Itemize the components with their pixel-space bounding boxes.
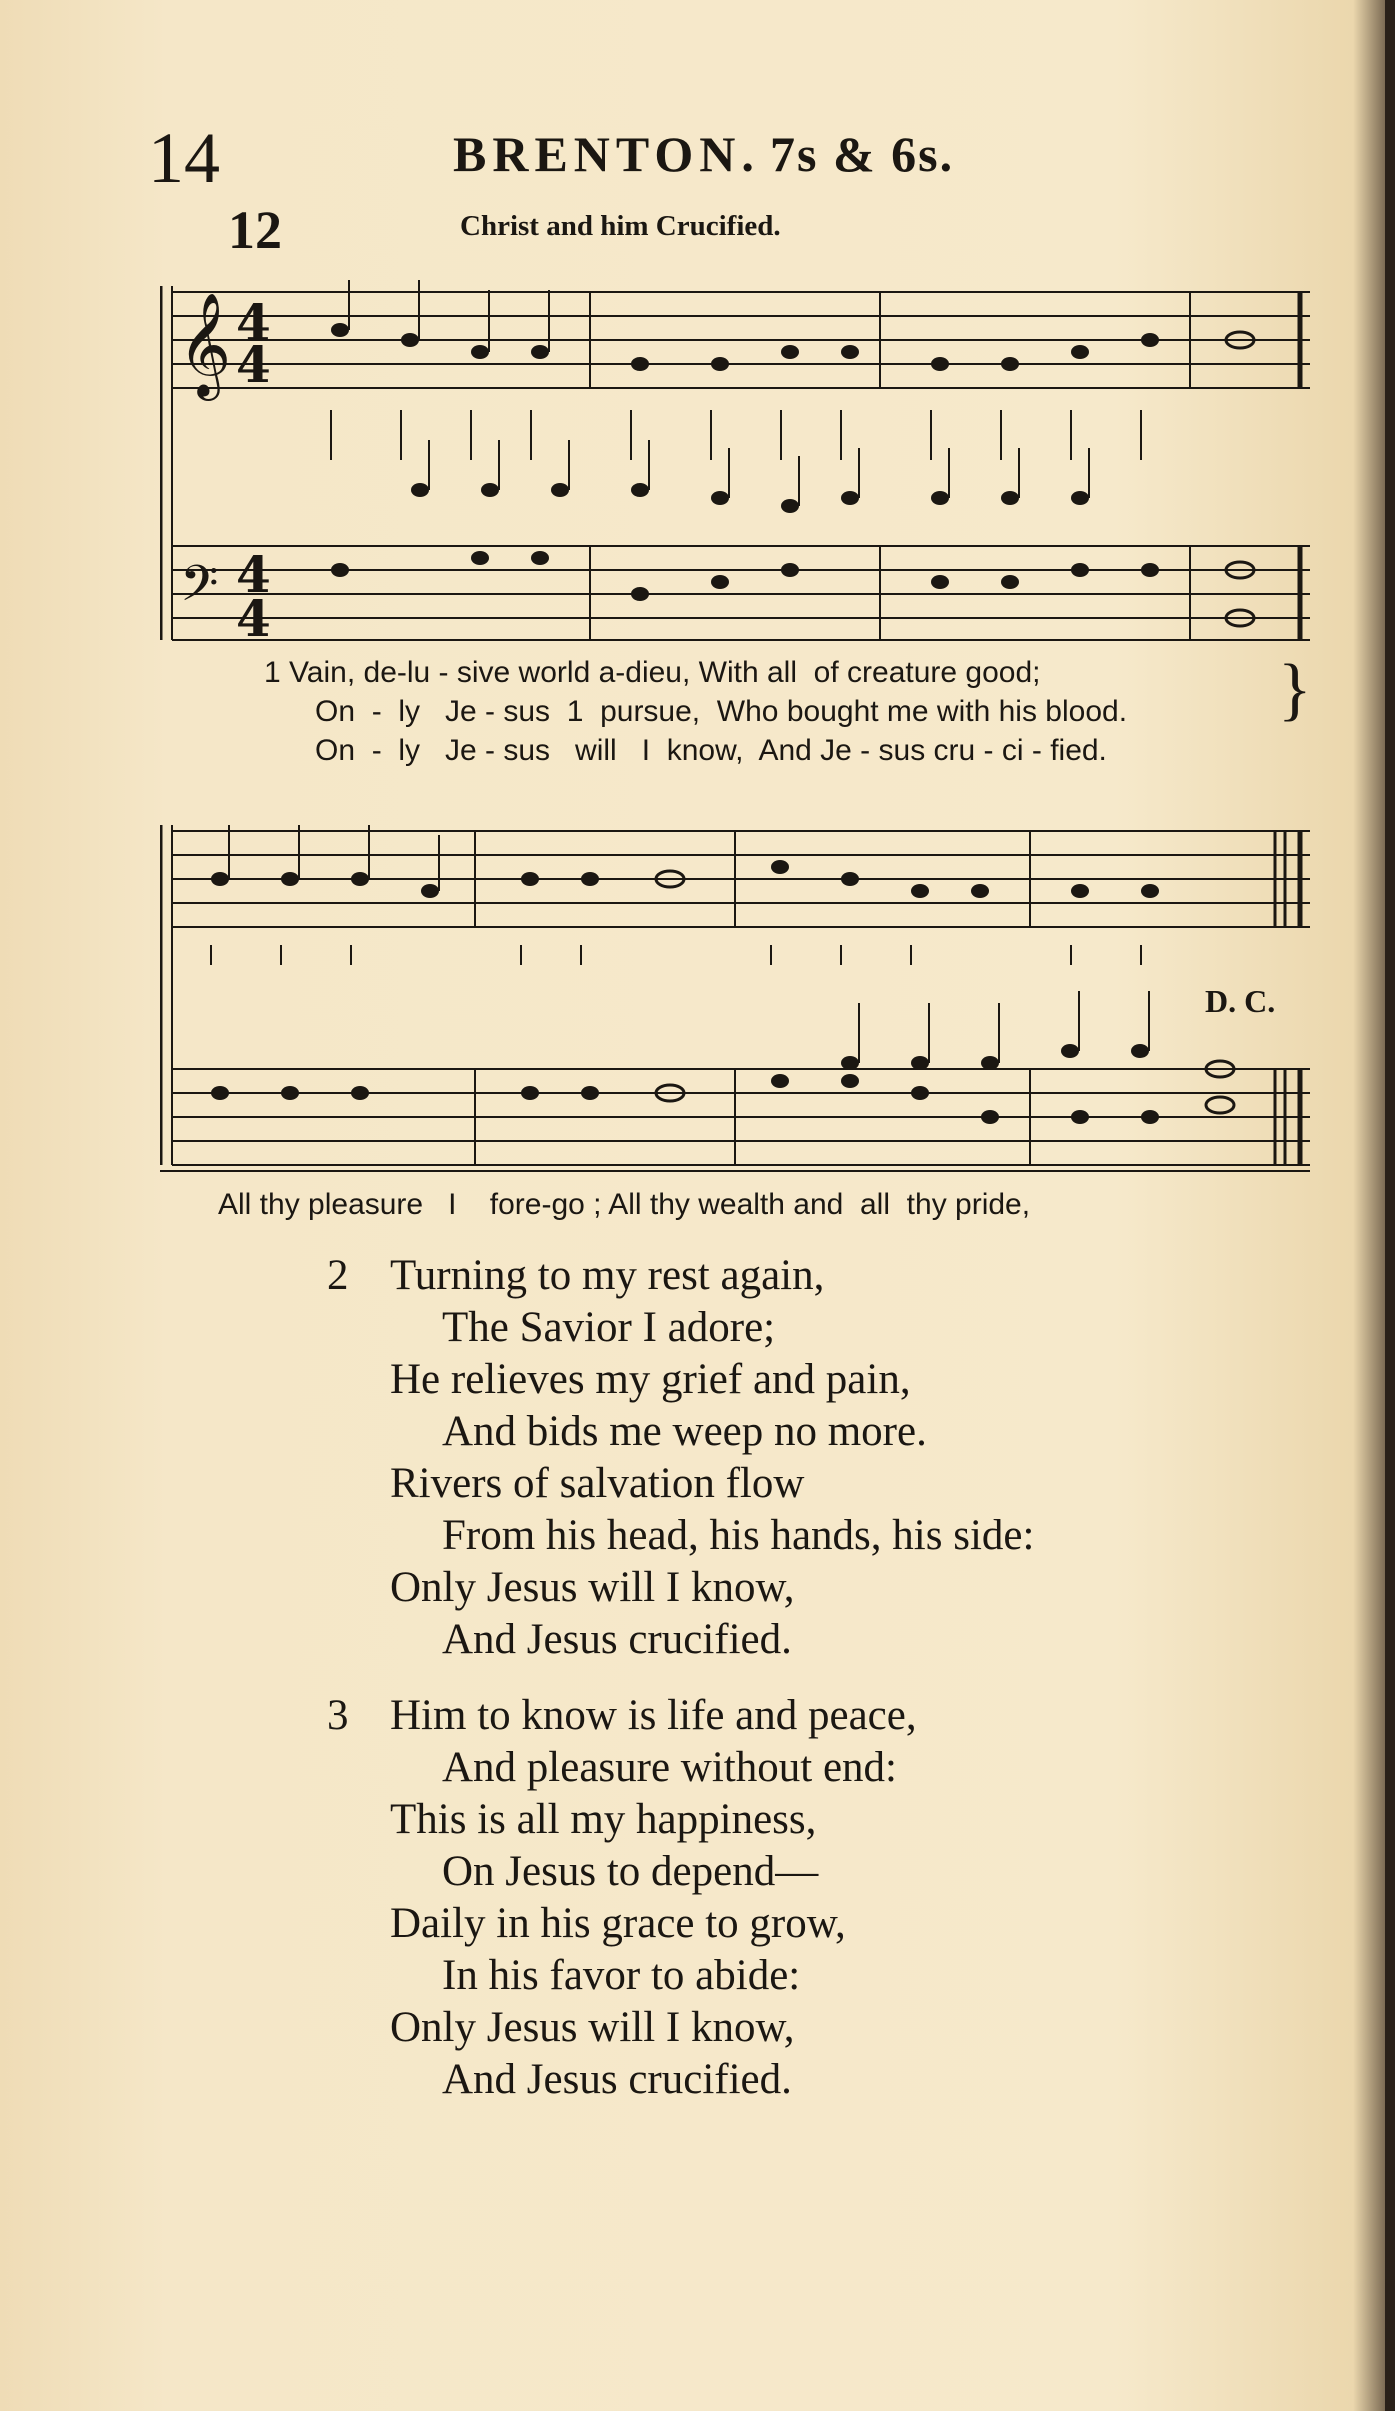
score-staves-1 bbox=[160, 270, 1320, 650]
stanza-line: Only Jesus will I know, bbox=[390, 2004, 795, 2051]
score-staves-2 bbox=[160, 805, 1320, 1185]
lyric-line-1: 1 Vain, de-lu - sive world a-dieu, With all of creature good; bbox=[264, 656, 1041, 689]
tune-name: BRENTON. bbox=[453, 126, 760, 182]
stanza-line: And pleasure without end: bbox=[442, 1744, 897, 1791]
hymn-number: 12 bbox=[228, 200, 282, 260]
stanza-number: 3 bbox=[327, 1692, 349, 1739]
stanza-line: And Jesus crucified. bbox=[442, 1616, 792, 1663]
svg-text:4: 4 bbox=[236, 335, 271, 394]
svg-text:𝄞: 𝄞 bbox=[178, 292, 232, 397]
stanza-line: Only Jesus will I know, bbox=[390, 1564, 795, 1611]
stanza-line: Him to know is life and peace, bbox=[390, 1692, 917, 1739]
stanza-line: The Savior I adore; bbox=[442, 1304, 776, 1351]
page-header bbox=[148, 118, 1248, 198]
lyric-line-2: On - ly Je - sus 1 pursue, Who bought me with his blood. bbox=[315, 695, 1128, 728]
lyric-line-system-2: All thy pleasure I fore-go ; All thy wealth and all thy pride, bbox=[218, 1188, 1031, 1221]
svg-text:𝄢: 𝄢 bbox=[180, 555, 219, 625]
stanza-line: Turning to my rest again, bbox=[390, 1252, 825, 1299]
stanza-line: Rivers of salvation flow bbox=[390, 1460, 805, 1507]
stanza-line: Daily in his grace to grow, bbox=[390, 1900, 846, 1947]
stanza-number: 2 bbox=[327, 1252, 349, 1299]
stanza-line: And bids me weep no more. bbox=[442, 1408, 927, 1455]
page-number: 14 bbox=[148, 118, 220, 198]
stanza-line: From his head, his hands, his side: bbox=[442, 1512, 1035, 1559]
music-system-2 bbox=[160, 805, 1320, 1245]
lyric-line-3: On - ly Je - sus will I know, And Je - sus cru - ci - fied. bbox=[315, 734, 1107, 767]
stanza-line: On Jesus to depend— bbox=[442, 1848, 819, 1895]
meter: 7s & 6s. bbox=[770, 126, 955, 182]
svg-text:4: 4 bbox=[236, 589, 271, 648]
svg-text:4: 4 bbox=[236, 545, 271, 604]
da-capo-mark: D. C. bbox=[1205, 983, 1276, 1019]
stanza-line: This is all my happiness, bbox=[390, 1796, 817, 1843]
stanza-line: And Jesus crucified. bbox=[442, 2056, 792, 2103]
lyric-brace: } bbox=[1278, 651, 1312, 728]
music-system-1 bbox=[160, 270, 1320, 770]
svg-text:4: 4 bbox=[236, 293, 271, 352]
stanza-line: He relieves my grief and pain, bbox=[390, 1356, 911, 1403]
hymn-title: Christ and him Crucified. bbox=[460, 210, 781, 242]
page-edge bbox=[1385, 0, 1395, 2411]
stanza-line: In his favor to abide: bbox=[442, 1952, 801, 1999]
